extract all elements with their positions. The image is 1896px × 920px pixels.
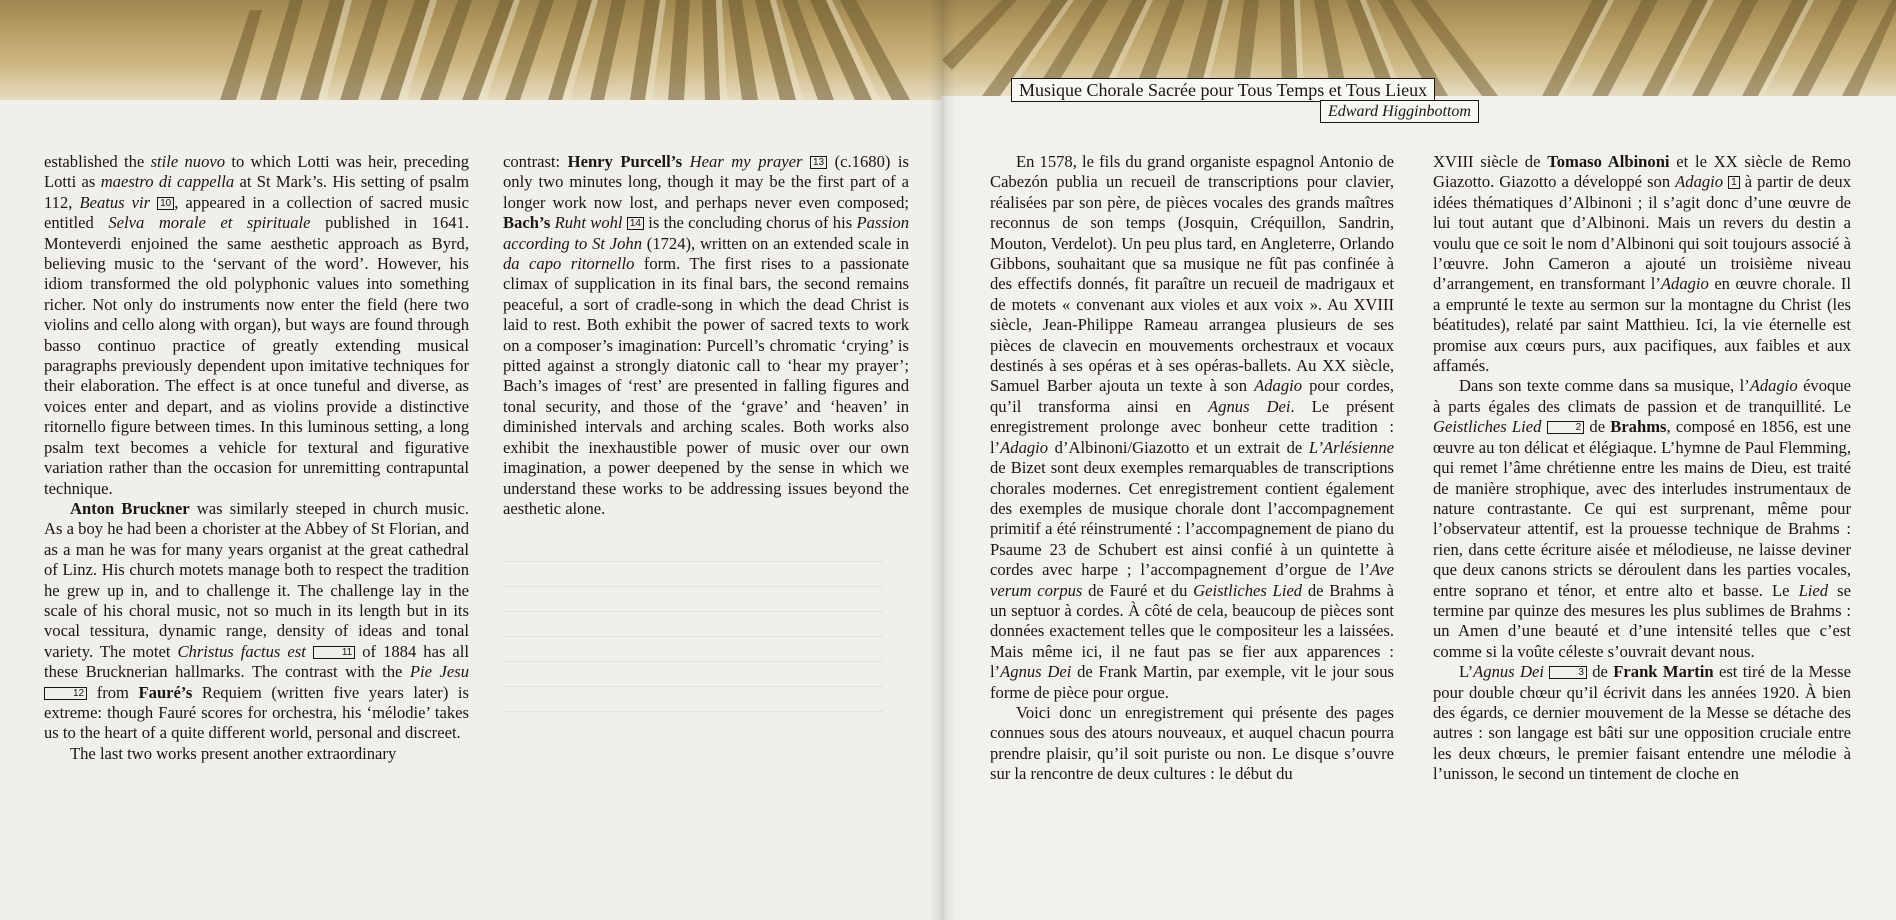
text-run: et le XX siècle de Remo Giazotto. Giazotto a développé son [1433, 152, 1851, 192]
text-run: Requiem (written five years later) is extreme: though Fauré scores for orchestra, his ‘mélodie’ takes us to the heart of a quite different world, personal and discreet. [44, 682, 469, 743]
composer-name: Henry Purcell’s [567, 152, 683, 171]
text-italic: Agnus Dei [1473, 662, 1544, 682]
left-column-1 [44, 152, 469, 764]
text-run: established the [44, 152, 151, 171]
text-run: de Frank Martin, par exemple, vit le jour sous forme de pièce pour orgue. [990, 662, 1394, 702]
text-run: de Bizet sont deux exemples remarquables de transcriptions chorales modernes. Cet enregistrement contient également des exemples de musique chorale dont l’accompagnement primitif a été réinstrumenté : l’accompagnement de piano du Psaume 23 de Schubert est ainsi confié à un quintette à cordes avec harpe ; l’accompagnement d’orgue de l’ [990, 458, 1394, 580]
paragraph-brahms [1433, 376, 1851, 662]
text-italic: Geistliches Lied [1193, 580, 1303, 600]
text-run: of 1884 has all these Brucknerian hallmarks. The contrast with the [44, 641, 469, 682]
show-through-text [503, 545, 883, 720]
text-italic: Lied [1798, 580, 1829, 600]
text-run: d’Albinoni/Giazotto et un extrait de [1048, 437, 1309, 457]
left-page [0, 0, 942, 920]
right-column-2 [1433, 152, 1851, 785]
paragraph-bruckner [44, 499, 469, 744]
composer-name: Tomaso Albinoni [1547, 152, 1670, 171]
paragraph-voici-donc: Voici donc un enregistrement qui présente des pages connues sous des atours nouveaux, et auquel chacun pourra prendre plaisir, qu’il soit puriste ou non. Le disque s’ouvre sur la rencontre de deux cultures : le début du [990, 702, 1394, 784]
text-run: Dans son texte comme dans sa musique, l’ [1459, 376, 1750, 396]
text-run: de [1586, 662, 1614, 682]
text-italic: Adagio [1660, 274, 1709, 294]
paragraph-purcell-bach [503, 152, 909, 519]
text-italic: Pie Jesu [409, 662, 470, 682]
text-run: contrast: [503, 152, 568, 171]
paragraph-martin [1433, 662, 1851, 784]
track-number-badge: 14 [627, 217, 644, 230]
text-run: is the concluding chorus of his [643, 213, 857, 233]
organ-pipes-image [0, 0, 942, 100]
text-run: (1724), written on an extended scale in [642, 233, 909, 253]
text-italic: da capo ritornello [503, 254, 635, 274]
text-italic: Adagio [1000, 437, 1049, 457]
left-column-2 [503, 152, 909, 519]
right-page [942, 0, 1896, 920]
text-run: (c.1680) is only two minutes long, though it may be the first part of a longer work now lost, and perhaps never even composed; [503, 152, 909, 212]
text-run: L’ [1459, 662, 1474, 682]
text-italic: Beatus vir [79, 192, 151, 212]
text-italic: Ave verum corpus [990, 560, 1394, 600]
text-italic: Selva morale et spirituale [108, 213, 311, 233]
text-run: En 1578, le fils du grand organiste espagnol Antonio de Cabezón publia un recueil de transcriptions pour clavier, réalisées par son père, de pièces vocales des grands maîtres reconnus de son temps (Josquin, Créquillon, Sandrin, Mouton, Verdelot). Un peu plus tard, en Angleterre, Orlando Gibbons, souhaitant que sa musique ne fût pas confinée à des effectifs donnés, fit paraître un recueil de madrigaux et de motets « convenant aux violes et aux voix ». Au XVIII siècle, Jean-Philippe Rameau arrangea plusieurs de ses pièces de clavecin en mouvements orchestraux et vocaux destinés à ses opéras et à ses opéras-ballets. Au XX siècle, Samuel Barber ajouta un texte à son [990, 152, 1394, 396]
right-column-1 [990, 152, 1394, 785]
paragraph-monteverdi [44, 152, 469, 499]
composer-name: Brahms [1610, 417, 1667, 437]
text-run: pour cordes, qu’il transforma ainsi en [990, 376, 1395, 416]
paragraph-albinoni [1433, 152, 1851, 376]
composer-name: Frank Martin [1613, 662, 1714, 682]
text-run: XVIII siècle de [1433, 152, 1548, 171]
author-name: Edward Higginbottom [1320, 100, 1479, 123]
track-number-badge: 2 [1547, 421, 1585, 434]
text-run: , appeared in a collection of sacred music entitled [44, 192, 469, 233]
text-italic: Geistliches Lied [1433, 417, 1542, 437]
text-run: published in 1641. Monteverdi enjoined the same aesthetic approach as Byrd, believing music to the ‘servant of the word’. However, his idiom transformed the old polyphonic values into something richer. Not only do instruments now enter the field (here two violins and cello along with organ), but ways are found through basso continuo practice of greatly extending musical paragraphs previously dependent upon imitative techniques for their elaboration. The effect is at once tuneful and diverse, as voices enter and depart, and as violins provide a distinctive ritornello figure between times. In this luminous setting, a long psalm text becomes a vehicle for textural and figurative variation rather than the occasion for unremitting contrapuntal technique. [44, 213, 469, 498]
track-number-badge: 12 [44, 687, 87, 700]
text-run: à partir de deux idées thématiques d’Albinoni ; il s’agit donc d’une œuvre de lui tout autant que d’Albinoni. Mais un revers du destin a voulu que ce soit le nom d’Albinoni qui soit toujours associé à l’œuvre. John Cameron a ajouté un troisième niveau d’arrangement, en transformant l’ [1433, 172, 1851, 294]
track-number-badge: 13 [810, 156, 827, 169]
track-number-badge: 10 [157, 197, 174, 210]
composer-name: Anton Bruckner [70, 498, 190, 518]
paragraph-transcriptions [990, 152, 1394, 703]
text-italic: Agnus Dei [1208, 396, 1291, 416]
composer-name: Bach’s [503, 213, 551, 233]
text-run: from [87, 682, 139, 702]
text-run: was similarly steeped in church music. As a boy he had been a chorister at the Abbey of St Florian, and as a man he was for many years organist at the great cathedral of Linz. His church motets manage both to respect the tradition he grew up in, and to challenge it. The challenge lay in the scale of his choral music, not so much in its length but in its vocal tessitura, dynamic range, density of ideas and tonal variety. The motet [44, 498, 469, 661]
text-italic: stile nuovo [150, 152, 226, 171]
text-italic: Adagio [1254, 376, 1303, 396]
text-run: de Brahms à un septuor à cordes. À côté de cela, beaucoup de pièces sont données exactement telles que le compositeur les a laissées. Mais même ici, il ne faut pas se fier aux apparences : l’ [990, 580, 1394, 682]
text-run: évoque à parts égales des climats de passion et de tranquillité. Le [1433, 376, 1851, 416]
text-italic: Hear my prayer [689, 152, 803, 171]
track-number-badge: 11 [313, 646, 355, 659]
text-italic: Christus factus est [177, 641, 306, 661]
text-italic: Adagio [1749, 376, 1798, 396]
composer-name: Fauré’s [138, 682, 193, 702]
text-italic: L’Arlésienne [1308, 437, 1394, 457]
text-run: se termine par quinze des mesures les plus sublimes de Brahms : un Amen d’une beauté et d’une intensité telles que c’est comme si la voûte céleste s’ouvrait devant nous. [1433, 580, 1851, 661]
text-run: at St Mark’s. His setting of psalm 112, [44, 172, 469, 212]
track-number-badge: 3 [1549, 666, 1587, 679]
text-run: form. The first rises to a passionate climax of supplication in its final bars, the second remains peaceful, a sort of cradle-song in which the dead Christ is laid to rest. Both exhibit the power of sacred texts to work on a composer’s imagination: Purcell’s chromatic ‘crying’ is pitted against a strongly diatonic call to ‘hear my prayer’; Bach’s images of ‘rest’ are presented in falling figures and tonal security, and those of the ‘grave’ and ‘heaven’ in diminished intervals and arching scales. Both works also exhibit the inexhaustible power of music over our own imagination, a power deepened by the sense in which we understand these works to be addressing issues beyond the aesthetic alone. [503, 254, 909, 518]
text-run: de Fauré et du [1082, 580, 1194, 600]
text-run: de [1584, 417, 1611, 437]
text-run: to which Lotti was heir, preceding Lotti as [44, 152, 470, 192]
text-italic: maestro di cappella [100, 172, 235, 192]
text-italic: Agnus Dei [1000, 662, 1072, 682]
text-run: , composé en 1856, est une œuvre au ton délicat et élégiaque. L’hymne de Paul Flemming, qui remet l’âme chrétienne entre les mains de Dieu, est traité de manière strophique, avec des interludes instrumentaux de nature contrastante. Ce qui est surprenant, même pour l’observateur attentif, est la prouesse technique de Brahms : rien, dans cette écriture aisée et mélodieuse, ne laisse deviner que deux canons stricts se déroulent dans les parties vocales, entre soprano et ténor, et entre alto et basse. Le [1433, 417, 1851, 600]
text-italic: Ruht wohl [554, 213, 623, 233]
track-number-badge: 1 [1728, 176, 1740, 189]
decorative-banner-left [0, 0, 942, 100]
text-run: est tiré de la Messe pour double chœur qu’il écrivit dans les années 1920. À bien des égards, ce dernier mouvement de la Messe se détache des autres : son langage est bâti sur une opposition cruciale entre les deux chœurs, le premier faisant entendre une mélodie à l’unisson, le second un tintement de cloche en [1433, 662, 1851, 784]
paragraph-last-two-works: The last two works present another extraordinary [70, 743, 397, 763]
section-title: Musique Chorale Sacrée pour Tous Temps et Tous Lieux [1011, 78, 1435, 102]
text-run: . Le présent enregistrement prolonge avec bonheur cette tradition : l’ [990, 396, 1394, 457]
book-gutter [930, 0, 956, 920]
text-italic: Adagio [1675, 172, 1724, 192]
text-run: en œuvre chorale. Il a emprunté le texte au sermon sur la montagne du Christ (les béatitudes), relaté par saint Matthieu. Ici, la vie éternelle est promise aux cœurs purs, aux pacifiques, aux faibles et aux affamés. [1433, 274, 1851, 376]
text-italic: Passion according to St John [503, 213, 910, 253]
